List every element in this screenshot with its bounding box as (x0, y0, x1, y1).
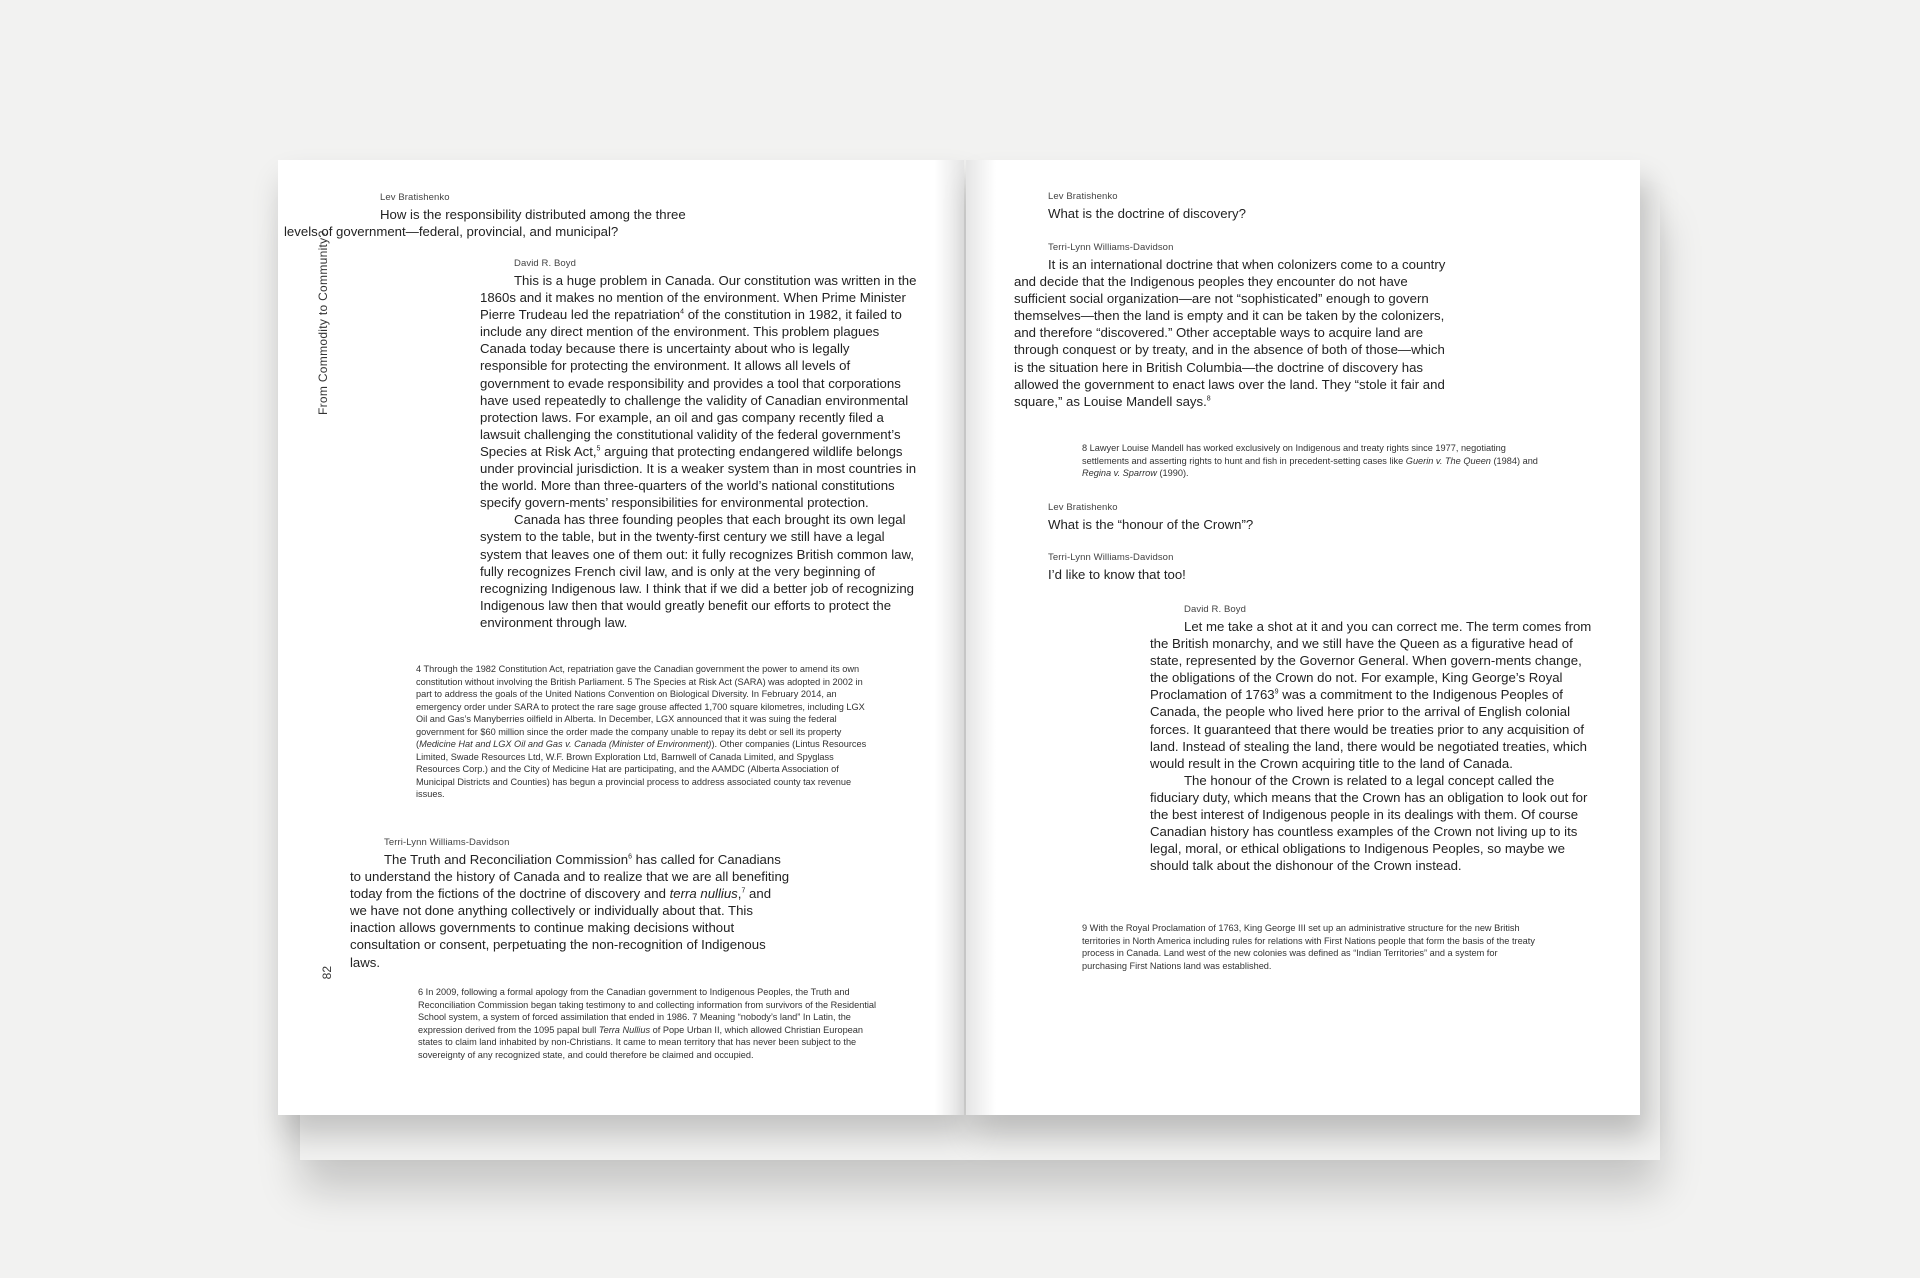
answer-1-text (1014, 256, 1454, 410)
footnote-ref-8: 8 (1206, 395, 1211, 403)
running-title: From Commodity to Community? (316, 230, 330, 415)
speaker-name: Lev Bratishenko (1048, 191, 1118, 202)
paragraph: The honour of the Crown is related to a legal concept called the fiduciary duty, which means that the Crown has an obligation to look out for the best interest of Indigenous people in its dealings with them. Of course Canadian history has countless examples of the Crown not living up to its legal, moral, or ethical obligations to Indigenous Peoples, so maybe we should talk about the dishonour of the Crown instead. (1150, 772, 1588, 874)
footnote-ref-9: 9 (1274, 688, 1279, 696)
answer-2-text (350, 851, 790, 971)
right-gutter-shade (966, 160, 996, 1115)
answer-1-speaker-block (1048, 242, 1448, 257)
footnote-9: 9 With the Royal Proclamation of 1763, King George III set up an administrative structure for the new British territories in North America including rules for relations with First Nations people that form the basis of the treaty process in Canada. Land west of the new colonies was defined as “Indian Territories” and a system for purchasing First Nations land was established. (1082, 923, 1535, 971)
paragraph: Canada has three founding peoples that each brought its own legal system to the table, but in the twenty-first century we still have a legal system that leaves one of them out: it fully recognizes British common law, fully recognizes French civil law, and is only at the very beginning of recognizing Indigenous law. I think that if we did a better job of recognizing Indigenous law then that would greatly benefit our efforts to protect the environment through law. (480, 512, 914, 630)
paragraph: The Truth and Reconciliation Commission$^6$ has called for Canadians to understand the history of Canada and to realize that we are all benefiting today from the fictions of the doctrine of discovery and terra nullius,$^7$ and we have not done anything collectively or individually about that. This inaction allows governments to continue making decisions without consultation or consent, perpetuating the non-recognition of Indigenous laws. (350, 852, 790, 970)
speaker-name: David R. Boyd (1184, 604, 1247, 615)
answer-1-speaker-block (514, 258, 894, 273)
answer-2-speaker-block (1048, 552, 1448, 567)
left-page (278, 160, 964, 1115)
speaker-name: Terri-Lynn Williams-Davidson (1048, 242, 1174, 253)
answer-3-text (1150, 618, 1594, 874)
footnote-ref-4: 4 (680, 308, 685, 316)
question-2-text: What is the “honour of the Crown”? (1048, 517, 1254, 532)
footnote-ref-5: 5 (596, 445, 601, 453)
paragraph: Let me take a shot at it and you can correct me. The term comes from the British monarchy, and we still have the Queen as a figurative head of state, represented by the Governor General. When govern-ments change, the obligations of the Crown do not. For example, King George’s Royal Proclamation of 1763$^9$ was a commitment to the Indigenous Peoples of Canada, the people who lived here prior to the arrival of English colonial forces. It guaranteed that there would be treaties prior to any acquisition of land. Instead of stealing the land, there would be negotiated treaties, which would result in the Crown acquiring title to the land of Canada. (1150, 619, 1592, 771)
paragraph: This is a huge problem in Canada. Our constitution was written in the 1860s and it makes no mention of the environment. When Prime Minister Pierre Trudeau led the repatriation$^4$ of the constitution in 1982, it failed to include any direct mention of the environment. This problem plagues Canada today because there is uncertainty about who is legally responsible for protecting the environment. It allows all levels of government to evade responsibility and provides a tool that corporations have used repeatedly to challenge the validity of Canadian environmental protection laws. For example, an oil and gas company recently filed a lawsuit challenging the constitutional validity of the federal government’s Species at Risk Act,$^5$ arguing that protecting endangered wildlife belongs under provincial jurisdiction. It is a weaker system than in most countries in the world. More than three-quarters of the world’s national constitutions specify govern-ments’ responsibilities for environmental protection. (480, 273, 917, 511)
answer-1-text (480, 272, 920, 631)
speaker-name: David R. Boyd (514, 258, 577, 269)
footnote-ref-7: 7 (741, 887, 746, 895)
footnote-8: 8 Lawyer Louise Mandell has worked exclusively on Indigenous and treaty rights since 1977, negotiating settlements and asserting rights to hunt and fish in precedent-setting cases like Guerin v. The Queen (1984) and Regina v. Sparrow (1990). (1082, 443, 1538, 478)
question-1-text: How is the responsibility distributed among the three levels of government—federal, provincial, and municipal? (284, 207, 686, 240)
left-gutter-shade (934, 160, 964, 1115)
page-number: 82 (320, 966, 334, 980)
speaker-name: Lev Bratishenko (380, 192, 450, 203)
answer-2-speaker-block (384, 837, 784, 852)
right-page (966, 160, 1640, 1115)
question-2-speaker-block (1048, 502, 1448, 517)
speaker-name: Terri-Lynn Williams-Davidson (1048, 552, 1174, 563)
footnotes-6-7: 6 In 2009, following a formal apology from the Canadian government to Indigenous Peoples, the Truth and Reconciliation Commission began taking testimony to and collecting information from survivors of the Residential School system, a system of forced assimilation that ended in 1986. 7 Meaning “nobody’s land” In Latin, the expression derived from the 1095 papal bull Terra Nullius of Pope Urban II, which allowed Christian European states to claim land inhabited by non-Christians. It came to mean territory that has never been subject to the sovereignty of any recognized state, and could therefore be claimed and occupied. (418, 987, 877, 1060)
answer-3-speaker-block (1184, 604, 1584, 619)
speaker-name: Lev Bratishenko (1048, 502, 1118, 513)
speaker-name: Terri-Lynn Williams-Davidson (384, 837, 510, 848)
question-1-speaker-block (380, 192, 780, 207)
paragraph: It is an international doctrine that when colonizers come to a country and decide that the Indigenous peoples they encounter do not have sufficient social organization—are not “sophisticated” enough to govern themselves—then the land is empty and it can be taken by the colonizers, and therefore “discovered.” Other acceptable ways to acquire land are through conquest or by treaty, and in the absence of both of those—which is the situation here in British Columbia—the doctrine of discovery has allowed the government to enact laws over the land. They “stole it fair and square,” as Louise Mandell says.$^8$ (1014, 257, 1446, 409)
answer-2-text: I’d like to know that too! (1048, 567, 1186, 582)
question-1-text: What is the doctrine of discovery? (1048, 206, 1246, 221)
question-1-speaker-block (1048, 191, 1448, 206)
footnotes-4-5: 4 Through the 1982 Constitution Act, repatriation gave the Canadian government the power to amend its own constitution without involving the British Parliament. 5 The Species at Risk Act (SARA) was adopted in 2002 in part to address the goals of the United Nations Convention on Biological Diversity. In February 2014, an emergency order under SARA to protect the rare sage grouse affected 1,700 square kilometres, including LGX Oil and Gas’s Manyberries oilfield in Alberta. In December, LGX announced that it was suing the federal government for $60 million since the order made the company unable to repay its debt or sell its property (Medicine Hat and LGX Oil and Gas v. Canada (Minister of Environment)). Other companies (Lintus Resources Limited, Swade Resources Ltd, W.F. Brown Exploration Ltd, Barnwell of Canada Limited, and Spyglass Resources Corp.) and the City of Medicine Hat are participating, and the AAMDC (Alberta Association of Municipal Districts and Counties) has begun a provincial process to address associated county tax revenue issues. (416, 664, 867, 799)
footnote-ref-6: 6 (628, 853, 632, 861)
